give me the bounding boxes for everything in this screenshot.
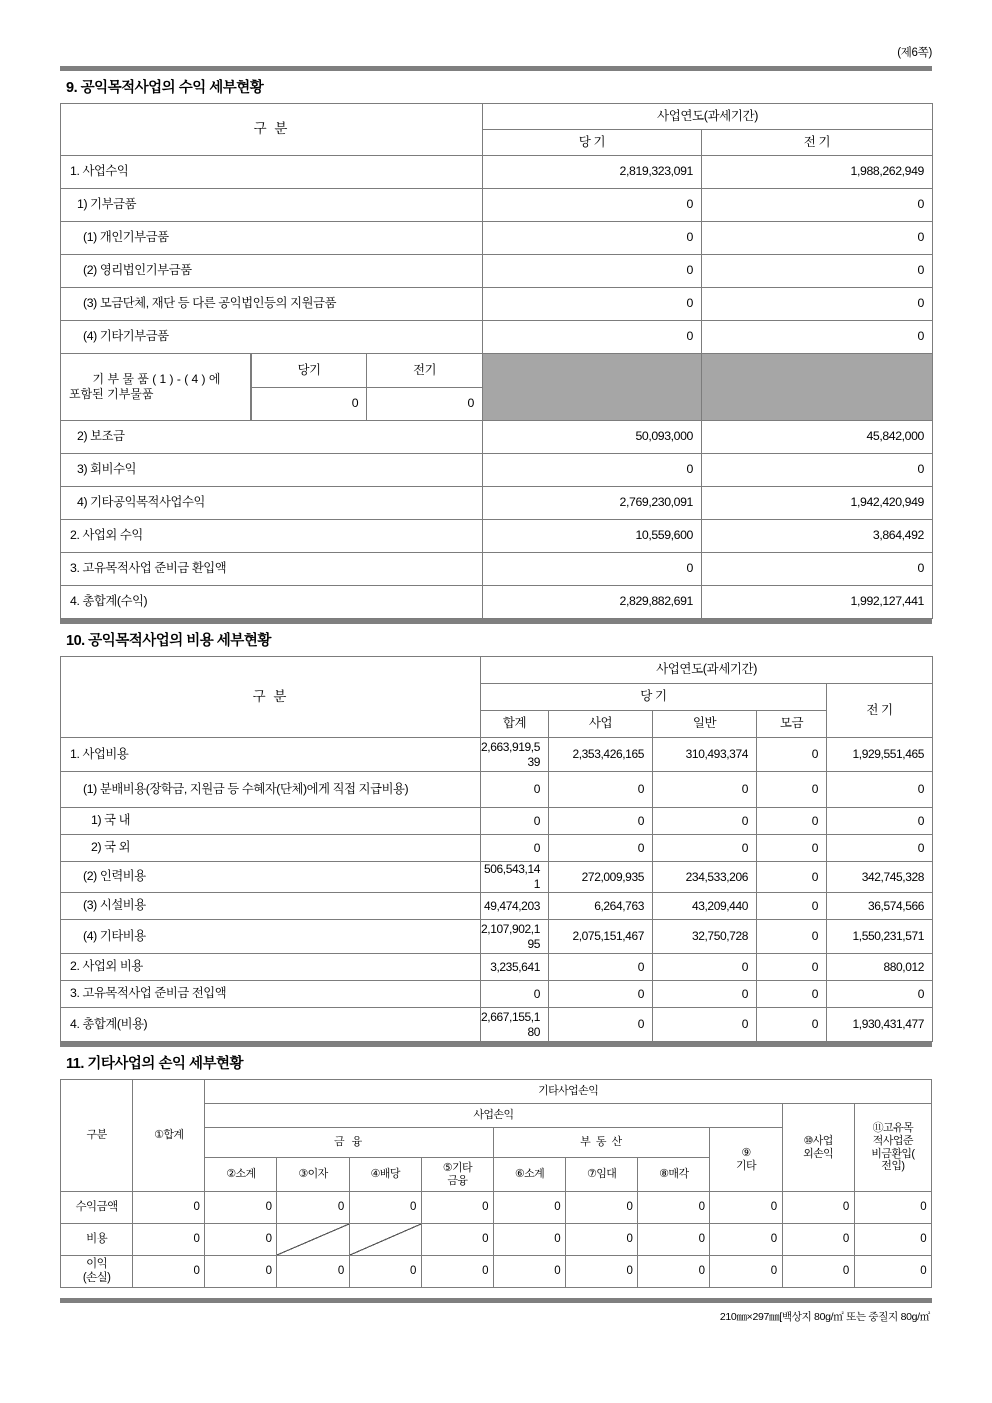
cell-value: 0 [782, 1256, 854, 1288]
cell-previous: 880,012 [827, 954, 933, 981]
row-label: (1) 개인기부금품 [61, 222, 483, 255]
row-label: 1. 사업수익 [61, 156, 483, 189]
table-row [61, 835, 933, 862]
col-header-gubun: 구 분 [61, 104, 483, 156]
cell-general: 0 [653, 808, 757, 835]
col-header-current: 당 기 [483, 130, 702, 156]
row-label-multiline [61, 1256, 133, 1288]
cell-total: 2,107,902,195 [481, 920, 549, 954]
cell-general: 0 [653, 772, 757, 808]
row-label: 1) 국 내 [61, 808, 481, 835]
table-row [61, 222, 933, 255]
col-header-current-group: 당 기 [481, 684, 827, 711]
table-row [61, 421, 933, 454]
cell-general: 43,209,440 [653, 893, 757, 920]
cell-current: 2,769,230,091 [483, 487, 702, 520]
cell-total: 3,235,641 [481, 954, 549, 981]
gift-subtable [251, 354, 482, 420]
cell-current: 50,093,000 [483, 421, 702, 454]
col-header-other [710, 1128, 782, 1192]
cell-current: 0 [483, 255, 702, 288]
cell-previous: 0 [827, 772, 933, 808]
cell-business: 0 [549, 1008, 653, 1042]
page-marker: (제6쪽) [897, 47, 932, 59]
col-header-gubun: 구분 [61, 1080, 133, 1192]
other-line1: ⑨ [741, 1146, 751, 1159]
cell-general: 234,533,206 [653, 862, 757, 893]
cell-value: 0 [277, 1192, 349, 1224]
cell-total: 2,663,919,539 [481, 738, 549, 772]
row-label: 수익금액 [61, 1192, 133, 1224]
cell-not-applicable [349, 1224, 421, 1256]
table-row [61, 772, 933, 808]
gift-subtable-header [252, 354, 483, 387]
row-label: 2. 사업외 수익 [61, 520, 483, 553]
table-row [61, 893, 933, 920]
table-row [61, 487, 933, 520]
col-header-business-income: 사업손익 [205, 1104, 782, 1128]
row-label: (1) 분배비용(장학금, 지원금 등 수혜자(단체)에게 직접 지급비용) [61, 772, 481, 808]
cell-business: 2,353,426,165 [549, 738, 653, 772]
col-header-total: 합계 [481, 711, 549, 738]
cell-fundraising: 0 [757, 862, 827, 893]
cell-current: 0 [483, 553, 702, 586]
row-label: (4) 기타비용 [61, 920, 481, 954]
nonbusiness-line2: 외손익 [803, 1147, 834, 1160]
table-row [61, 808, 933, 835]
cell-current: 10,559,600 [483, 520, 702, 553]
row-label: 2. 사업외 비용 [61, 954, 481, 981]
cell-current: 0 [483, 321, 702, 354]
table-row [61, 321, 933, 354]
table-header-row [61, 104, 933, 130]
cell-business: 0 [549, 954, 653, 981]
cell-current: 0 [483, 288, 702, 321]
section9-title: 9. 공익목적사업의 수익 세부현황 [66, 80, 264, 96]
row-label: 비용 [61, 1224, 133, 1256]
cell-value: 0 [205, 1192, 277, 1224]
row-label: 3. 고유목적사업 준비금 환입액 [61, 553, 483, 586]
col-header-fundraising: 모금 [757, 711, 827, 738]
col-header-previous: 전 기 [702, 130, 933, 156]
row-label: (4) 기타기부금품 [61, 321, 483, 354]
cell-previous: 0 [827, 835, 933, 862]
row-label: (3) 모금단체, 재단 등 다른 공익법인등의 지원금품 [61, 288, 483, 321]
col-header-period-group: 사업연도(과세기간) [483, 104, 933, 130]
cell-previous: 0 [702, 255, 933, 288]
gift-row-subtable-wrap [251, 354, 483, 421]
cell-fundraising: 0 [757, 920, 827, 954]
col-header-previous: 전 기 [827, 684, 933, 738]
col-header-fin-interest: ③이자 [277, 1158, 349, 1192]
cell-general: 0 [653, 981, 757, 1008]
row-label: 4) 기타공익목적사업수익 [61, 487, 483, 520]
col-header-period-group: 사업연도(과세기간) [481, 657, 933, 684]
cell-previous: 1,992,127,441 [702, 586, 933, 619]
cell-value: 0 [421, 1256, 493, 1288]
cell-value: 0 [493, 1224, 565, 1256]
cell-current: 0 [483, 189, 702, 222]
cell-value: 0 [638, 1256, 710, 1288]
gift-row-label-line1: 기 부 물 품 ( 1 ) - ( 4 ) 에 [92, 372, 221, 386]
table-row [61, 454, 933, 487]
col-header-finance: 금 융 [205, 1128, 494, 1158]
fin-other-line2: 금융 [447, 1174, 468, 1187]
cell-fundraising: 0 [757, 981, 827, 1008]
cell-business: 0 [549, 835, 653, 862]
cell-business: 6,264,763 [549, 893, 653, 920]
cell-previous: 45,842,000 [702, 421, 933, 454]
cell-previous: 0 [702, 288, 933, 321]
col-header-realestate: 부 동 산 [493, 1128, 709, 1158]
nonbusiness-line1: ⑩사업 [803, 1134, 833, 1147]
table-row [61, 1224, 932, 1256]
table-other-business-income [60, 1079, 932, 1288]
cell-business: 0 [549, 772, 653, 808]
table-row [61, 954, 933, 981]
cell-value: 0 [566, 1192, 638, 1224]
cell-business: 0 [549, 808, 653, 835]
row-label: 4. 총합계(수익) [61, 586, 483, 619]
cell-value: 0 [854, 1256, 931, 1288]
gift-sub-value-current: 0 [252, 387, 367, 420]
cell-value: 0 [782, 1224, 854, 1256]
cell-fundraising: 0 [757, 954, 827, 981]
cell-value: 0 [782, 1192, 854, 1224]
table-row [61, 553, 933, 586]
cell-not-applicable [277, 1224, 349, 1256]
cell-previous: 1,988,262,949 [702, 156, 933, 189]
cell-fundraising: 0 [757, 893, 827, 920]
table-expense-detail [60, 656, 933, 1042]
cell-previous: 0 [827, 808, 933, 835]
cell-value: 0 [349, 1256, 421, 1288]
cell-total: 2,667,155,180 [481, 1008, 549, 1042]
table-row [61, 520, 933, 553]
row-label: 4. 총합계(비용) [61, 1008, 481, 1042]
cell-general: 0 [653, 1008, 757, 1042]
table-row [61, 738, 933, 772]
shaded-cell-previous [702, 354, 933, 421]
cell-total: 0 [481, 835, 549, 862]
row-label: (3) 시설비용 [61, 893, 481, 920]
page-content [60, 66, 932, 1324]
row-label: 3. 고유목적사업 준비금 전입액 [61, 981, 481, 1008]
table-row [61, 255, 933, 288]
cell-value: 0 [854, 1224, 931, 1256]
cell-previous: 36,574,566 [827, 893, 933, 920]
table-row [61, 981, 933, 1008]
col-header-gubun: 구 분 [61, 657, 481, 738]
cell-total: 506,543,141 [481, 862, 549, 893]
cell-current: 0 [483, 222, 702, 255]
table-row [61, 189, 933, 222]
cell-total: 49,474,203 [481, 893, 549, 920]
section11-title: 11. 기타사업의 손익 세부현황 [66, 1056, 244, 1072]
row-label: 3) 회비수익 [61, 454, 483, 487]
cell-previous: 0 [702, 454, 933, 487]
cell-business: 2,075,151,467 [549, 920, 653, 954]
row-label: 2) 보조금 [61, 421, 483, 454]
gift-subtable-values [252, 387, 483, 420]
table-row [61, 288, 933, 321]
cell-previous: 1,930,431,477 [827, 1008, 933, 1042]
reserve-line1: ⑪고유목 [872, 1121, 914, 1134]
cell-value: 0 [710, 1256, 782, 1288]
cell-general: 0 [653, 954, 757, 981]
table-row [61, 920, 933, 954]
col-header-fin-dividend: ④배당 [349, 1158, 421, 1192]
table-row [61, 1192, 932, 1224]
row-label: (2) 인력비용 [61, 862, 481, 893]
col-header-re-sale: ⑧매각 [638, 1158, 710, 1192]
cell-current: 0 [483, 454, 702, 487]
col-header-fin-subtotal: ②소계 [205, 1158, 277, 1192]
cell-previous: 0 [702, 222, 933, 255]
cell-fundraising: 0 [757, 772, 827, 808]
cell-value: 0 [710, 1224, 782, 1256]
row-label: 1. 사업비용 [61, 738, 481, 772]
gift-sub-value-previous: 0 [367, 387, 482, 420]
table-row [61, 1008, 933, 1042]
row-label-line1: 이익 [86, 1257, 108, 1270]
cell-value: 0 [133, 1192, 205, 1224]
table-revenue-detail [60, 103, 933, 619]
cell-fundraising: 0 [757, 808, 827, 835]
gift-row-label-line2: 포함된 기부물품 [69, 387, 154, 401]
cell-total: 0 [481, 981, 549, 1008]
cell-value: 0 [566, 1224, 638, 1256]
cell-value: 0 [205, 1224, 277, 1256]
row-label-line2: (손실) [82, 1271, 111, 1284]
col-header-total: ①합계 [133, 1080, 205, 1192]
cell-total: 0 [481, 772, 549, 808]
col-header-nonbusiness [782, 1104, 854, 1192]
cell-current: 2,829,882,691 [483, 586, 702, 619]
cell-previous: 342,745,328 [827, 862, 933, 893]
col-header-general: 일반 [653, 711, 757, 738]
table-row [61, 862, 933, 893]
cell-value: 0 [710, 1192, 782, 1224]
row-label: 1) 기부금품 [61, 189, 483, 222]
reserve-line2: 적사업준 [872, 1134, 913, 1147]
other-line2: 기타 [735, 1159, 757, 1172]
cell-value: 0 [133, 1224, 205, 1256]
cell-value: 0 [638, 1192, 710, 1224]
cell-fundraising: 0 [757, 738, 827, 772]
cell-value: 0 [854, 1192, 931, 1224]
gift-sub-header-previous: 전기 [367, 354, 482, 387]
cell-business: 272,009,935 [549, 862, 653, 893]
cell-previous: 0 [827, 981, 933, 1008]
col-header-re-subtotal: ⑥소계 [493, 1158, 565, 1192]
cell-previous: 0 [702, 321, 933, 354]
cell-general: 0 [653, 835, 757, 862]
cell-general: 310,493,374 [653, 738, 757, 772]
section10-title: 10. 공익목적사업의 비용 세부현황 [66, 633, 271, 649]
cell-value: 0 [133, 1256, 205, 1288]
col-header-reserve [854, 1104, 931, 1192]
table-row [61, 156, 933, 189]
cell-total: 0 [481, 808, 549, 835]
shaded-cell-current [483, 354, 702, 421]
cell-value: 0 [566, 1256, 638, 1288]
reserve-line3: 비금환입( [871, 1147, 915, 1160]
paper-spec-note: 210㎜×297㎜[백상지 80g/㎡ 또는 중질지 80g/㎡ [719, 1311, 930, 1323]
col-header-fin-other [421, 1158, 493, 1192]
cell-value: 0 [421, 1224, 493, 1256]
table-header-row [61, 657, 933, 684]
gift-in-kind-row [61, 354, 933, 421]
gift-row-label [61, 354, 251, 421]
cell-previous: 3,864,492 [702, 520, 933, 553]
cell-previous: 0 [702, 553, 933, 586]
cell-previous: 1,550,231,571 [827, 920, 933, 954]
table-row [61, 586, 933, 619]
col-header-business: 사업 [549, 711, 653, 738]
fin-other-line1: ⑤기타 [442, 1161, 473, 1174]
cell-business: 0 [549, 981, 653, 1008]
cell-value: 0 [277, 1256, 349, 1288]
row-label: 2) 국 외 [61, 835, 481, 862]
cell-previous: 1,942,420,949 [702, 487, 933, 520]
cell-value: 0 [349, 1192, 421, 1224]
cell-value: 0 [493, 1256, 565, 1288]
cell-current: 2,819,323,091 [483, 156, 702, 189]
cell-previous: 1,929,551,465 [827, 738, 933, 772]
col-header-other-business-income: 기타사업손익 [205, 1080, 932, 1104]
row-label: (2) 영리법인기부금품 [61, 255, 483, 288]
table-header-row-1 [61, 1080, 932, 1104]
cell-value: 0 [638, 1224, 710, 1256]
cell-fundraising: 0 [757, 1008, 827, 1042]
gift-sub-header-current: 당기 [252, 354, 367, 387]
reserve-line4: 전입) [881, 1160, 905, 1173]
cell-value: 0 [421, 1192, 493, 1224]
cell-general: 32,750,728 [653, 920, 757, 954]
cell-previous: 0 [702, 189, 933, 222]
table-row [61, 1256, 932, 1288]
cell-value: 0 [205, 1256, 277, 1288]
cell-value: 0 [493, 1192, 565, 1224]
col-header-re-rent: ⑦임대 [566, 1158, 638, 1192]
cell-fundraising: 0 [757, 835, 827, 862]
